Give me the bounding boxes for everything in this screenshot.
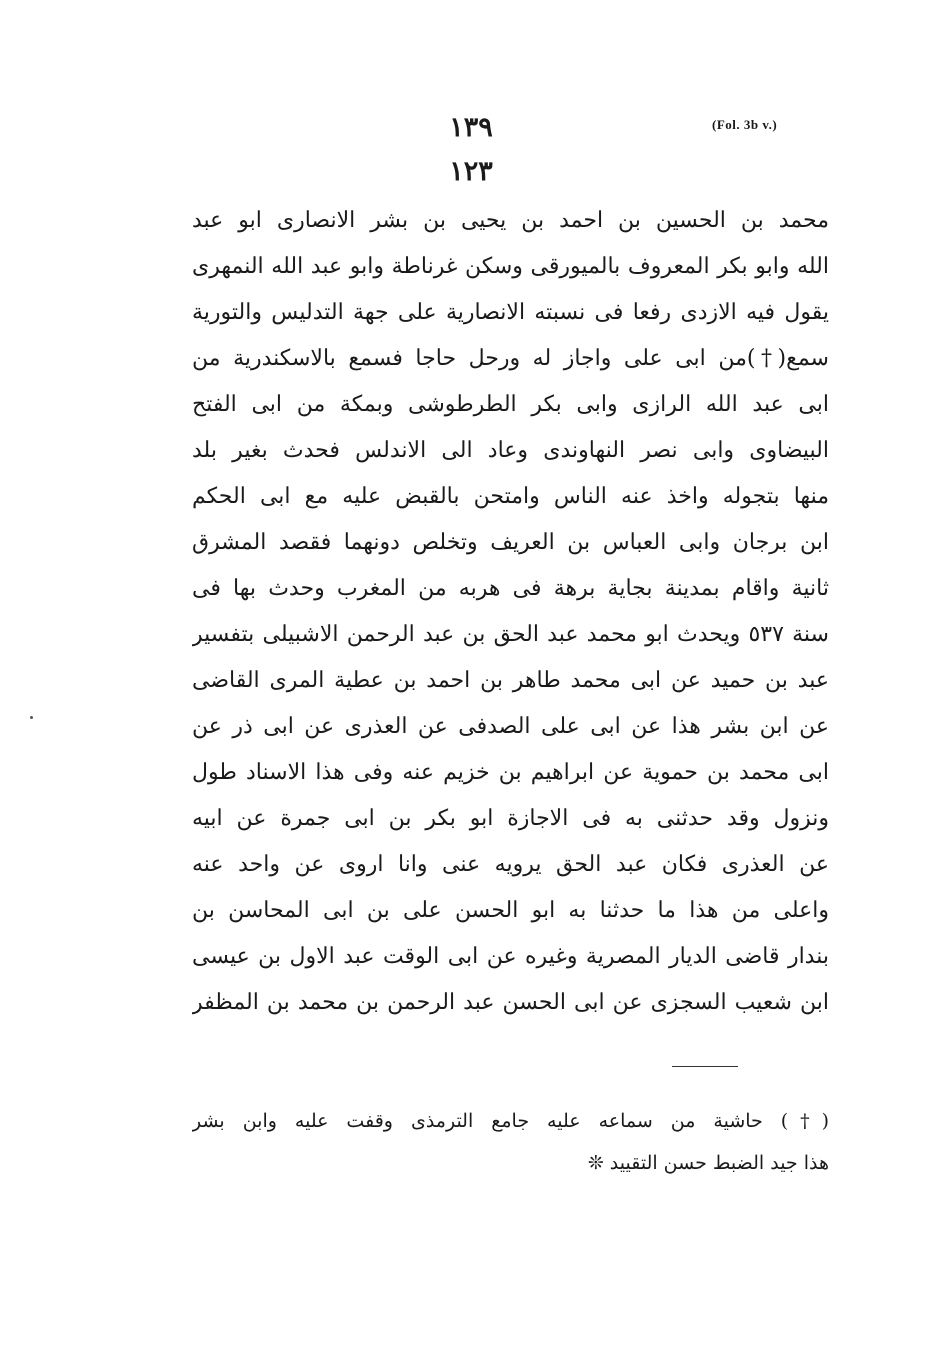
entry-number: ١٢٣ — [449, 156, 493, 187]
text-line: سمع(†)من ابى على واجاز له ورحل حاجا فسمع بالاسكندرية من — [192, 346, 829, 371]
text-line: ونزول وقد حدثنى به فى الاجازة ابو بكر بن ابى جمرة عن ابيه — [192, 806, 829, 831]
text-line: واعلى من هذا ما حدثنا به ابو الحسن على بن ابى المحاسن بن — [192, 898, 829, 923]
text-line: البيضاوى وابى نصر النهاوندى وعاد الى الاندلس فحدث بغير بلد — [192, 438, 829, 463]
page-number: ١٣٩ — [449, 112, 493, 143]
folio-reference: (Fol. 3b v.) — [712, 117, 778, 132]
text-line: سنة ٥٣٧ ويحدث ابو محمد عبد الحق بن عبد الرحمن الاشبيلى بتفسير — [192, 622, 829, 647]
footnote — [192, 1100, 829, 1184]
text-line: ابى عبد الله الرازى وابى بكر الطرطوشى وبمكة من ابى الفتح — [192, 392, 829, 417]
paper-speck — [30, 716, 33, 719]
text-line: ابن برجان وابى العباس بن العريف وتخلص دونهما فقصد المشرق — [192, 530, 829, 555]
footnote-divider — [672, 1066, 738, 1067]
footnote-line: هذا جيد الضبط حسن التقييد ❊ — [587, 1152, 829, 1174]
text-line: الله وابو بكر المعروف بالميورقى وسكن غرناطة وابو عبد الله النمهرى — [192, 254, 829, 279]
footnote-line: (†) حاشية من سماعه عليه جامع الترمذى وقفت عليه وابن بشر — [192, 1110, 829, 1132]
text-line: ثانية واقام بمدينة بجاية برهة فى هربه من المغرب وحدث بها فى — [192, 576, 829, 601]
text-line: منها بتجوله واخذ عنه الناس وامتحن بالقبض عليه مع ابى الحكم — [192, 484, 829, 509]
text-line: محمد بن الحسين بن احمد بن يحيى بن بشر الانصارى ابو عبد — [192, 208, 829, 233]
text-line: عبد بن حميد عن ابى محمد طاهر بن احمد بن عطية المرى القاضى — [192, 668, 829, 693]
text-line: ابن شعيب السجزى عن ابى الحسن عبد الرحمن بن محمد بن المظفر — [192, 990, 829, 1015]
main-text — [192, 198, 829, 1026]
text-line: عن ابن بشر هذا عن ابى على الصدفى عن العذرى عن ابى ذر عن — [192, 714, 829, 739]
text-line: ابى محمد بن حموية عن ابراهيم بن خزيم عنه وفى هذا الاسناد طول — [192, 760, 829, 785]
text-line: عن العذرى فكان عبد الحق يرويه عنى وانا اروى عن واحد عنه — [192, 852, 829, 877]
text-line: يقول فيه الازدى رفعا فى نسبته الانصارية على جهة التدليس والتورية — [192, 300, 829, 325]
text-line: بندار قاضى الديار المصرية وغيره عن ابى الوقت عبد الاول بن عيسى — [192, 944, 829, 969]
